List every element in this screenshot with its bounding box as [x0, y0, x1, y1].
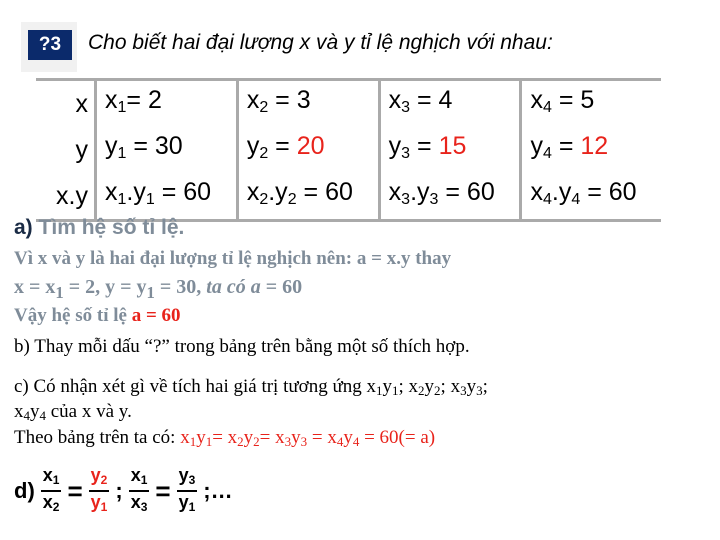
table-cell: $y_1 = 30$ [96, 127, 238, 173]
answer-value: 12 [580, 132, 609, 160]
part-b-text: b) Thay mỗi dấu “?” trong bảng trên bằng một số thích hợp. [14, 336, 470, 357]
part-d-label: d) [14, 478, 35, 503]
fraction-y3-y1: $\frac{y_3}{y_1}$ [178, 465, 196, 514]
fraction-x1-x3: $\frac{x_1}{x_3}$ [130, 465, 148, 514]
table-cell: $x_3 = 4$ [379, 80, 521, 128]
row-header-xy: x.y [36, 173, 96, 221]
table-cell: $x_2.y_2 = 60$ [237, 173, 379, 221]
part-c-line-3: Theo bảng trên ta có: $x_1y_1= x_2y_2= x_3y_3 = x_4y_4 = 60(= a)$ [14, 427, 436, 449]
table-row [36, 127, 661, 173]
question-badge: ?3 [28, 30, 72, 60]
answer-value: 15 [438, 132, 467, 160]
table-cell: $x_1.y_1 = 60$ [96, 173, 238, 221]
part-a-line-3: Vậy hệ số tỉ lệ a = 60 [14, 305, 181, 326]
part-a-heading [14, 216, 184, 240]
table-cell: $x_1= 2$ [96, 80, 238, 128]
part-c-line-1: c) Có nhận xét gì về tích hai giá trị tương ứng $x_1y_1$; $x_2y_2$; $x_3y_3$; [14, 376, 488, 398]
table-cell: $y_3 = 15$ [379, 127, 521, 173]
part-a-line-1: Vì x và y là hai đại lượng tỉ lệ nghịch nên: a = x.y thay [14, 248, 452, 269]
question-text: Cho biết hai đại lượng x và y tỉ lệ nghịch với nhau: [88, 31, 553, 54]
table-cell: $x_2 = 3$ [237, 80, 379, 128]
part-a-label: a) [14, 216, 33, 239]
question-badge-frame [21, 22, 77, 72]
part-c-line-2: $x_4y_4$ của x và y. [14, 401, 132, 423]
table-cell: $x_4 = 5$ [521, 80, 661, 128]
table-row [36, 80, 661, 128]
fraction-x1-x2: $\frac{x_1}{x_2}$ [42, 465, 60, 514]
part-a-line-2: $x = x_1 = 2$, $y = y_1 = 30$, ta có a = 60 [14, 276, 303, 302]
coefficient-value: a = 60 [131, 305, 181, 326]
row-header-x: x [36, 80, 96, 128]
table-cell: $x_3.y_3 = 60$ [379, 173, 521, 221]
row-header-y: y [36, 127, 96, 173]
part-d: d) $\frac{x_1}{x_2}$ = $\frac{y_2}{y_1}$ ; $\frac{x_1}{x_3}$ = $\frac{y_3}{y_1}$ ;… [14, 465, 233, 517]
table-row [36, 173, 661, 221]
part-a-title: Tìm hệ số tỉ lệ. [38, 216, 185, 239]
answer-value: 20 [296, 132, 325, 160]
xy-table [36, 78, 661, 222]
table-cell: $x_4.y_4 = 60$ [521, 173, 661, 221]
table-cell: $y_4 = 12$ [521, 127, 661, 173]
table-cell: $y_2 = 20$ [237, 127, 379, 173]
fraction-y2-y1: $\frac{y_2}{y_1}$ [90, 465, 108, 514]
